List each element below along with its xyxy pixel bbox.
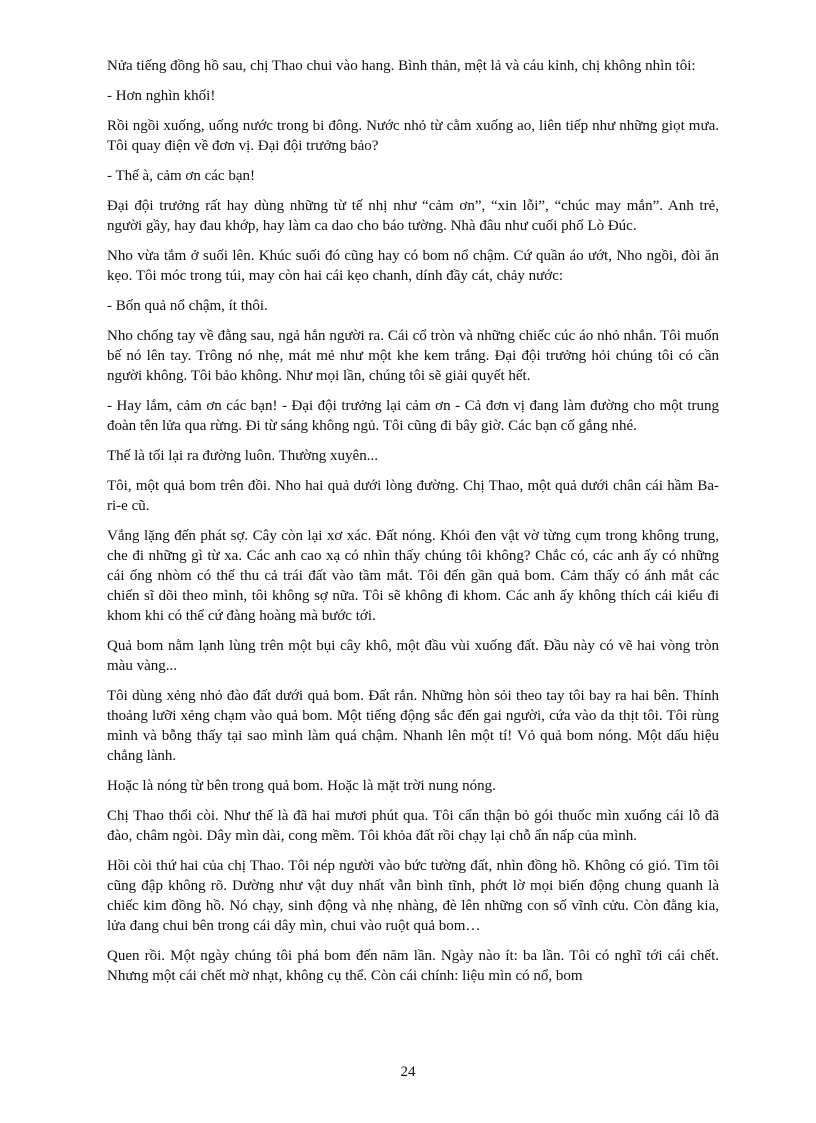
- page-number: 24: [400, 1064, 416, 1080]
- paragraph: Quả bom nằm lạnh lùng trên một bụi cây khô, một đầu vùi xuống đất. Đầu này có vẽ hai vòng tròn màu vàng...: [107, 638, 719, 674]
- paragraph: - Hay lắm, cảm ơn các bạn! - Đại đội trưởng lại cảm ơn - Cả đơn vị đang làm đường cho một trung đoàn tên lửa qua rừng. Đi từ sáng không ngủ. Tôi cũng đi bây giờ. Các bạn cố gắng nhé.: [107, 398, 719, 434]
- paragraph: Vắng lặng đến phát sợ. Cây còn lại xơ xác. Đất nóng. Khói đen vật vờ từng cụm trong không trung, che đi những gì từ xa. Các anh cao xạ có nhìn thấy chúng tôi không? Chắc có, các anh ấy có những cái ống nhòm có thể thu cả trái đất vào tầm mắt. Tôi đến gần quả bom. Cảm thấy có ánh mắt các chiến sĩ dõi theo mình, tôi không sợ nữa. Tôi sẽ không đi khom. Các anh ấy không thích cái kiểu đi khom khi có thể cứ đàng hoàng mà bước tới.: [107, 528, 719, 624]
- paragraph: Tôi dùng xẻng nhỏ đào đất dưới quả bom. Đất rắn. Những hòn sỏi theo tay tôi bay ra hai bên. Thỉnh thoảng lưỡi xẻng chạm vào quả bom. Một tiếng động sắc đến gai người, cứa vào da thịt tôi. Tôi rùng mình và bỗng thấy tại sao mình làm quá chậm. Nhanh lên một tí! Vỏ quả bom nóng. Một dấu hiệu chẳng lành.: [107, 688, 719, 764]
- page-body: [107, 56, 719, 996]
- paragraph: Hồi còi thứ hai của chị Thao. Tôi nép người vào bức tường đất, nhìn đồng hồ. Không có gió. Tim tôi cũng đập không rõ. Dường như vật duy nhất vẫn bình tĩnh, phớt lờ mọi biến động chung quanh là chiếc kim đồng hồ. Nó chạy, sinh động và nhẹ nhàng, đè lên những con số vĩnh cửu. Còn đằng kia, lửa đang chui bên trong cái dây mìn, chui vào ruột quả bom…: [107, 858, 719, 934]
- paragraph: Nửa tiếng đồng hồ sau, chị Thao chui vào hang. Bình thản, mệt lả và cáu kỉnh, chị không nhìn tôi:: [107, 58, 696, 74]
- paragraph: Thế là tối lại ra đường luôn. Thường xuyên...: [107, 448, 378, 464]
- paragraph: - Bốn quả nổ chậm, ít thôi.: [107, 298, 268, 314]
- paragraph: Tôi, một quả bom trên đồi. Nho hai quả dưới lòng đường. Chị Thao, một quả dưới chân cái hầm Ba-ri-e cũ.: [107, 478, 719, 514]
- paragraph: - Thế à, cảm ơn các bạn!: [107, 168, 255, 184]
- paragraph: Hoặc là nóng từ bên trong quả bom. Hoặc là mặt trời nung nóng.: [107, 778, 496, 794]
- paragraph: Nho chống tay về đằng sau, ngả hẳn người ra. Cái cổ tròn và những chiếc cúc áo nhỏ nhắn. Tôi muốn bế nó lên tay. Trông nó nhẹ, mát mẻ như một khe kem trắng. Đại đội trưởng hỏi chúng tôi có cần người không. Tôi bảo không. Như mọi lần, chúng tôi sẽ giải quyết hết.: [107, 328, 719, 384]
- paragraph: Rồi ngồi xuống, uống nước trong bi đông. Nước nhỏ từ cằm xuống ao, liên tiếp như những giọt mưa. Tôi quay điện về đơn vị. Đại đội trưởng bảo?: [107, 118, 719, 154]
- paragraph: Đại đội trưởng rất hay dùng những từ tế nhị như “cảm ơn”, “xin lỗi”, “chúc may mắn”. Anh trẻ, người gầy, hay đau khớp, hay làm ca dao cho báo tường. Nhà đâu như cuối phố Lò Đúc.: [107, 198, 719, 234]
- paragraph: Nho vừa tắm ở suối lên. Khúc suối đó cũng hay có bom nổ chậm. Cứ quần áo ướt, Nho ngồi, đòi ăn kẹo. Tôi móc trong túi, may còn hai cái kẹo chanh, dính đầy cát, chảy nước:: [107, 248, 719, 284]
- paragraph: Quen rồi. Một ngày chúng tôi phá bom đến năm lần. Ngày nào ít: ba lần. Tôi có nghĩ tới cái chết. Nhưng một cái chết mờ nhạt, không cụ thể. Còn cái chính: liệu mìn có nổ, bom: [107, 948, 719, 984]
- paragraph: Chị Thao thổi còi. Như thế là đã hai mươi phút qua. Tôi cẩn thận bỏ gói thuốc mìn xuống cái lỗ đã đào, châm ngòi. Dây mìn dài, cong mềm. Tôi khỏa đất rồi chạy lại chỗ ẩn nấp của mình.: [107, 808, 719, 844]
- paragraph: - Hơn nghìn khối!: [107, 88, 216, 104]
